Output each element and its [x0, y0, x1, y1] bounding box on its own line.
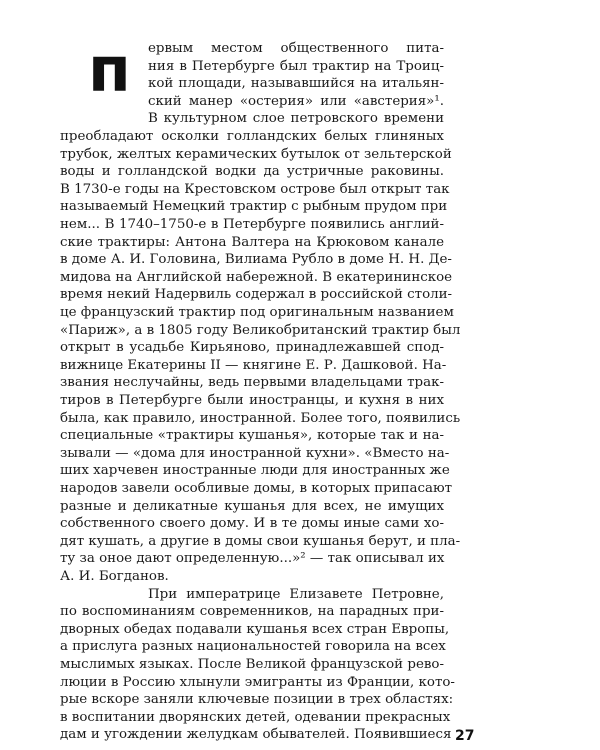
text-line: При императрице Елизавете Петровне, — [148, 586, 444, 602]
text-line: ский манер «остерия» или «австерия»¹. — [148, 93, 444, 109]
text-line: зывали — «дома для иностранной кухни». «Вместо на- — [60, 445, 450, 461]
text-line: специальные «трактиры кушанья», которые так и на- — [60, 428, 444, 444]
text-line: ния в Петербурге был трактир на Троиц- — [148, 58, 444, 74]
text-line: вижнице Екатерины II — княгине Е. Р. Дашковой. На- — [60, 357, 447, 373]
text-line: ские трактиры: Антона Валтера на Крюковом канале — [60, 234, 444, 250]
text-line: народов завели особливые домы, в которых припасают — [60, 481, 453, 496]
text-line: была, как правило, иностранной. Более того, появились — [60, 410, 461, 426]
page-number: 27 — [455, 728, 475, 745]
text-line: В 1730-е годы на Крестовском острове был открыт так — [60, 181, 450, 197]
text-line: тиров в Петербурге были иностранцы, и кухня в них — [60, 393, 444, 408]
text-line: звания неслучайны, ведь первыми владельцами трак- — [60, 375, 444, 391]
text-line: дворных обедах подавали кушанья всех стран Европы, — [60, 621, 450, 637]
text-line: трубок, желтых керамических бутылок от зельтерской — [60, 146, 452, 162]
text-line: в доме А. И. Головина, Вилиама Рубло в доме Н. Н. Де- — [60, 252, 452, 268]
text-line: кой площади, называвшийся на итальян- — [148, 76, 444, 92]
text-line: ервым местом общественного пита- — [148, 41, 444, 56]
text-line: дят кушать, а другие в домы свои кушанья берут, и пла- — [60, 533, 461, 549]
text-line: а прислуга разных национальностей говорила на всех — [60, 639, 446, 655]
drop-cap: п — [88, 33, 131, 106]
text-line: открыт в усадьбе Кирьяново, принадлежавшей спод- — [60, 340, 444, 356]
text-line: разные и деликатные кушанья для всех, не имущих — [60, 498, 444, 514]
text-line: рые вскоре заняли ключевые позиции в трех областях: — [60, 692, 454, 708]
text-line: преобладают осколки голландских белых глиняных — [60, 129, 444, 144]
text-line: це французский трактир под оригинальным названием — [60, 305, 454, 320]
text-line: А. И. Богданов. — [60, 569, 169, 584]
text-line: по воспоминаниям современников, на парадных при- — [60, 604, 444, 620]
text-line: «Париж», а в 1805 году Великобританский трактир был — [60, 322, 461, 338]
text-line: дам и угождении желудкам обывателей. Появившиеся — [60, 727, 452, 743]
text-line: время некий Надервиль содержал в российской столи- — [60, 287, 453, 303]
text-line: воды и голландской водки да устричные раковины. — [60, 164, 444, 180]
text-line: собственного своего дому. И в те домы иные сами хо- — [60, 516, 444, 532]
text-line: мидова на Английской набережной. В екатерининское — [60, 269, 453, 285]
text-line: нем... В 1740–1750-е в Петербурге появились англий- — [60, 217, 444, 232]
text-line: В культурном слое петровского времени — [148, 111, 444, 127]
text-line: называемый Немецкий трактир с рыбным прудом при — [60, 199, 448, 215]
text-line: мыслимых языках. После Великой французской рево- — [60, 657, 444, 672]
text-line: ту за оное дают определенную...»² — так описывал их — [60, 551, 445, 567]
text-line: люции в Россию хлынули эмигранты из Франции, кото- — [60, 674, 455, 690]
text-line: ших харчевен иностранные люди для иностранных же — [60, 463, 450, 479]
text-line: в воспитании дворянских детей, одевании прекрасных — [60, 709, 451, 725]
